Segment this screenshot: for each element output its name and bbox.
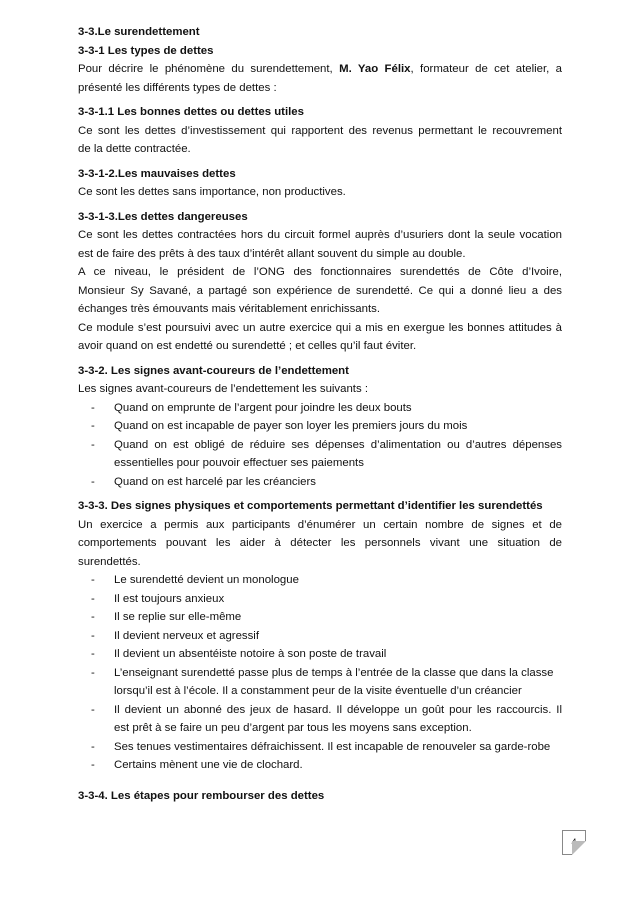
page-number-box [562,830,586,855]
list-item: - Il se replie sur elle-même [91,611,242,623]
list-item: - Quand on est obligé de réduire ses dépenses d’alimentation ou d’autres dépenses [91,438,562,451]
section-heading-3-3-3: 3-3-3. Des signes physiques et comportements permettant d’identifier les surendettés [78,500,543,512]
paragraph-line: Un exercice a permis aux participants d’énumérer un certain nombre de signes et de [78,518,562,531]
trainer-name: M. Yao Félix [339,63,411,75]
list-item: - Ses tenues vestimentaires défraichissent. Il est incapable de renouveler sa garde-robe [91,740,551,753]
list-item: - Il devient un abonné des jeux de hasard. Il développe un goût pour les raccourcis. Il [91,703,562,716]
list-item: - Quand on emprunte de l’argent pour joindre les deux bouts [91,401,412,414]
list-item: - Il est toujours anxieux [91,592,225,605]
section-heading-3-3-1-1: 3-3-1.1 Les bonnes dettes ou dettes utiles [78,106,304,118]
list-item: - Le surendetté devient un monologue [91,574,299,586]
paragraph-line: avoir quand on est endetté ou surendetté ; et celles qu’il faut éviter. [78,340,417,352]
page-curl-icon [572,841,586,855]
section-heading-3-3-4: 3-3-4. Les étapes pour rembourser des dettes [78,789,325,802]
paragraph-line: de la dette contractée. [78,143,191,155]
section-heading-3-3-1: 3-3-1 Les types de dettes [78,44,214,57]
list-item: - Certains mènent une vie de clochard. [91,759,303,771]
list-item: - Il devient nerveux et agressif [91,629,259,642]
paragraph-line: comportements pouvant les aider à détecter les personnels vivant une situation de [78,537,562,549]
section-heading-3-3-1-3: 3-3-1-3.Les dettes dangereuses [78,210,248,223]
paragraph-line: Pour décrire le phénomène du surendettement, M. Yao Félix, formateur de cet atelier, a [78,63,562,75]
list-item: - Quand on est incapable de payer son loyer les premiers jours du mois [91,420,468,432]
paragraph-line: Ce sont les dettes contractées hors du circuit formel auprès d’usuriers dont la seule vocation [78,229,562,241]
paragraph-line: Monsieur Sy Savané, a partagé son expérience de surendetté. Ce qui a donné lieu a des [78,284,562,297]
paragraph-line: Ce sont les dettes sans importance, non productives. [78,186,346,198]
list-item-continuation: essentielles pour pouvoir effectuer ses paiements [114,457,364,469]
list-item-continuation: lorsqu’il est à l’école. Il a constamment peur de la visite éventuelle d’un créancier [114,685,522,697]
paragraph-line: A ce niveau, le président de l’ONG des fonctionnaires surendettés de Côte d’Ivoire, [78,266,562,278]
document-page [78,23,562,805]
paragraph-line: surendettés. [78,555,141,568]
paragraph-line: Les signes avant-coureurs de l’endettement les suivants : [78,383,368,395]
list-item: - L’enseignant surendetté passe plus de temps à l’entrée de la classe que dans la classe [91,666,554,679]
paragraph-line: Ce sont les dettes d’investissement qui rapportent des revenus permettant le recouvrement [78,124,562,137]
list-item: - Il devient un absentéiste notoire à son poste de travail [91,648,387,660]
section-heading-3-3-2: 3-3-2. Les signes avant-coureurs de l’endettement [78,364,349,377]
paragraph-line: est de faire des prêts à des taux d’intérêt allant souvent du simple au double. [78,247,466,260]
page-number: 4 [571,837,577,847]
section-heading-3-3: 3-3.Le surendettement [78,26,200,38]
paragraph-line: Ce module s’est poursuivi avec un autre exercice qui a mis en exergue les bonnes attitudes à [78,321,562,334]
paragraph-line: présenté les différents types de dettes : [78,81,277,94]
list-item: - Quand on est harcelé par les créanciers [91,475,316,488]
list-item-continuation: est prêt à se faire un peu d’argent par tous les moyens sans exception. [114,722,472,734]
section-heading-3-3-1-2: 3-3-1-2.Les mauvaises dettes [78,167,236,180]
paragraph-line: échanges très émouvants mais véritablement enrichissants. [78,303,380,315]
